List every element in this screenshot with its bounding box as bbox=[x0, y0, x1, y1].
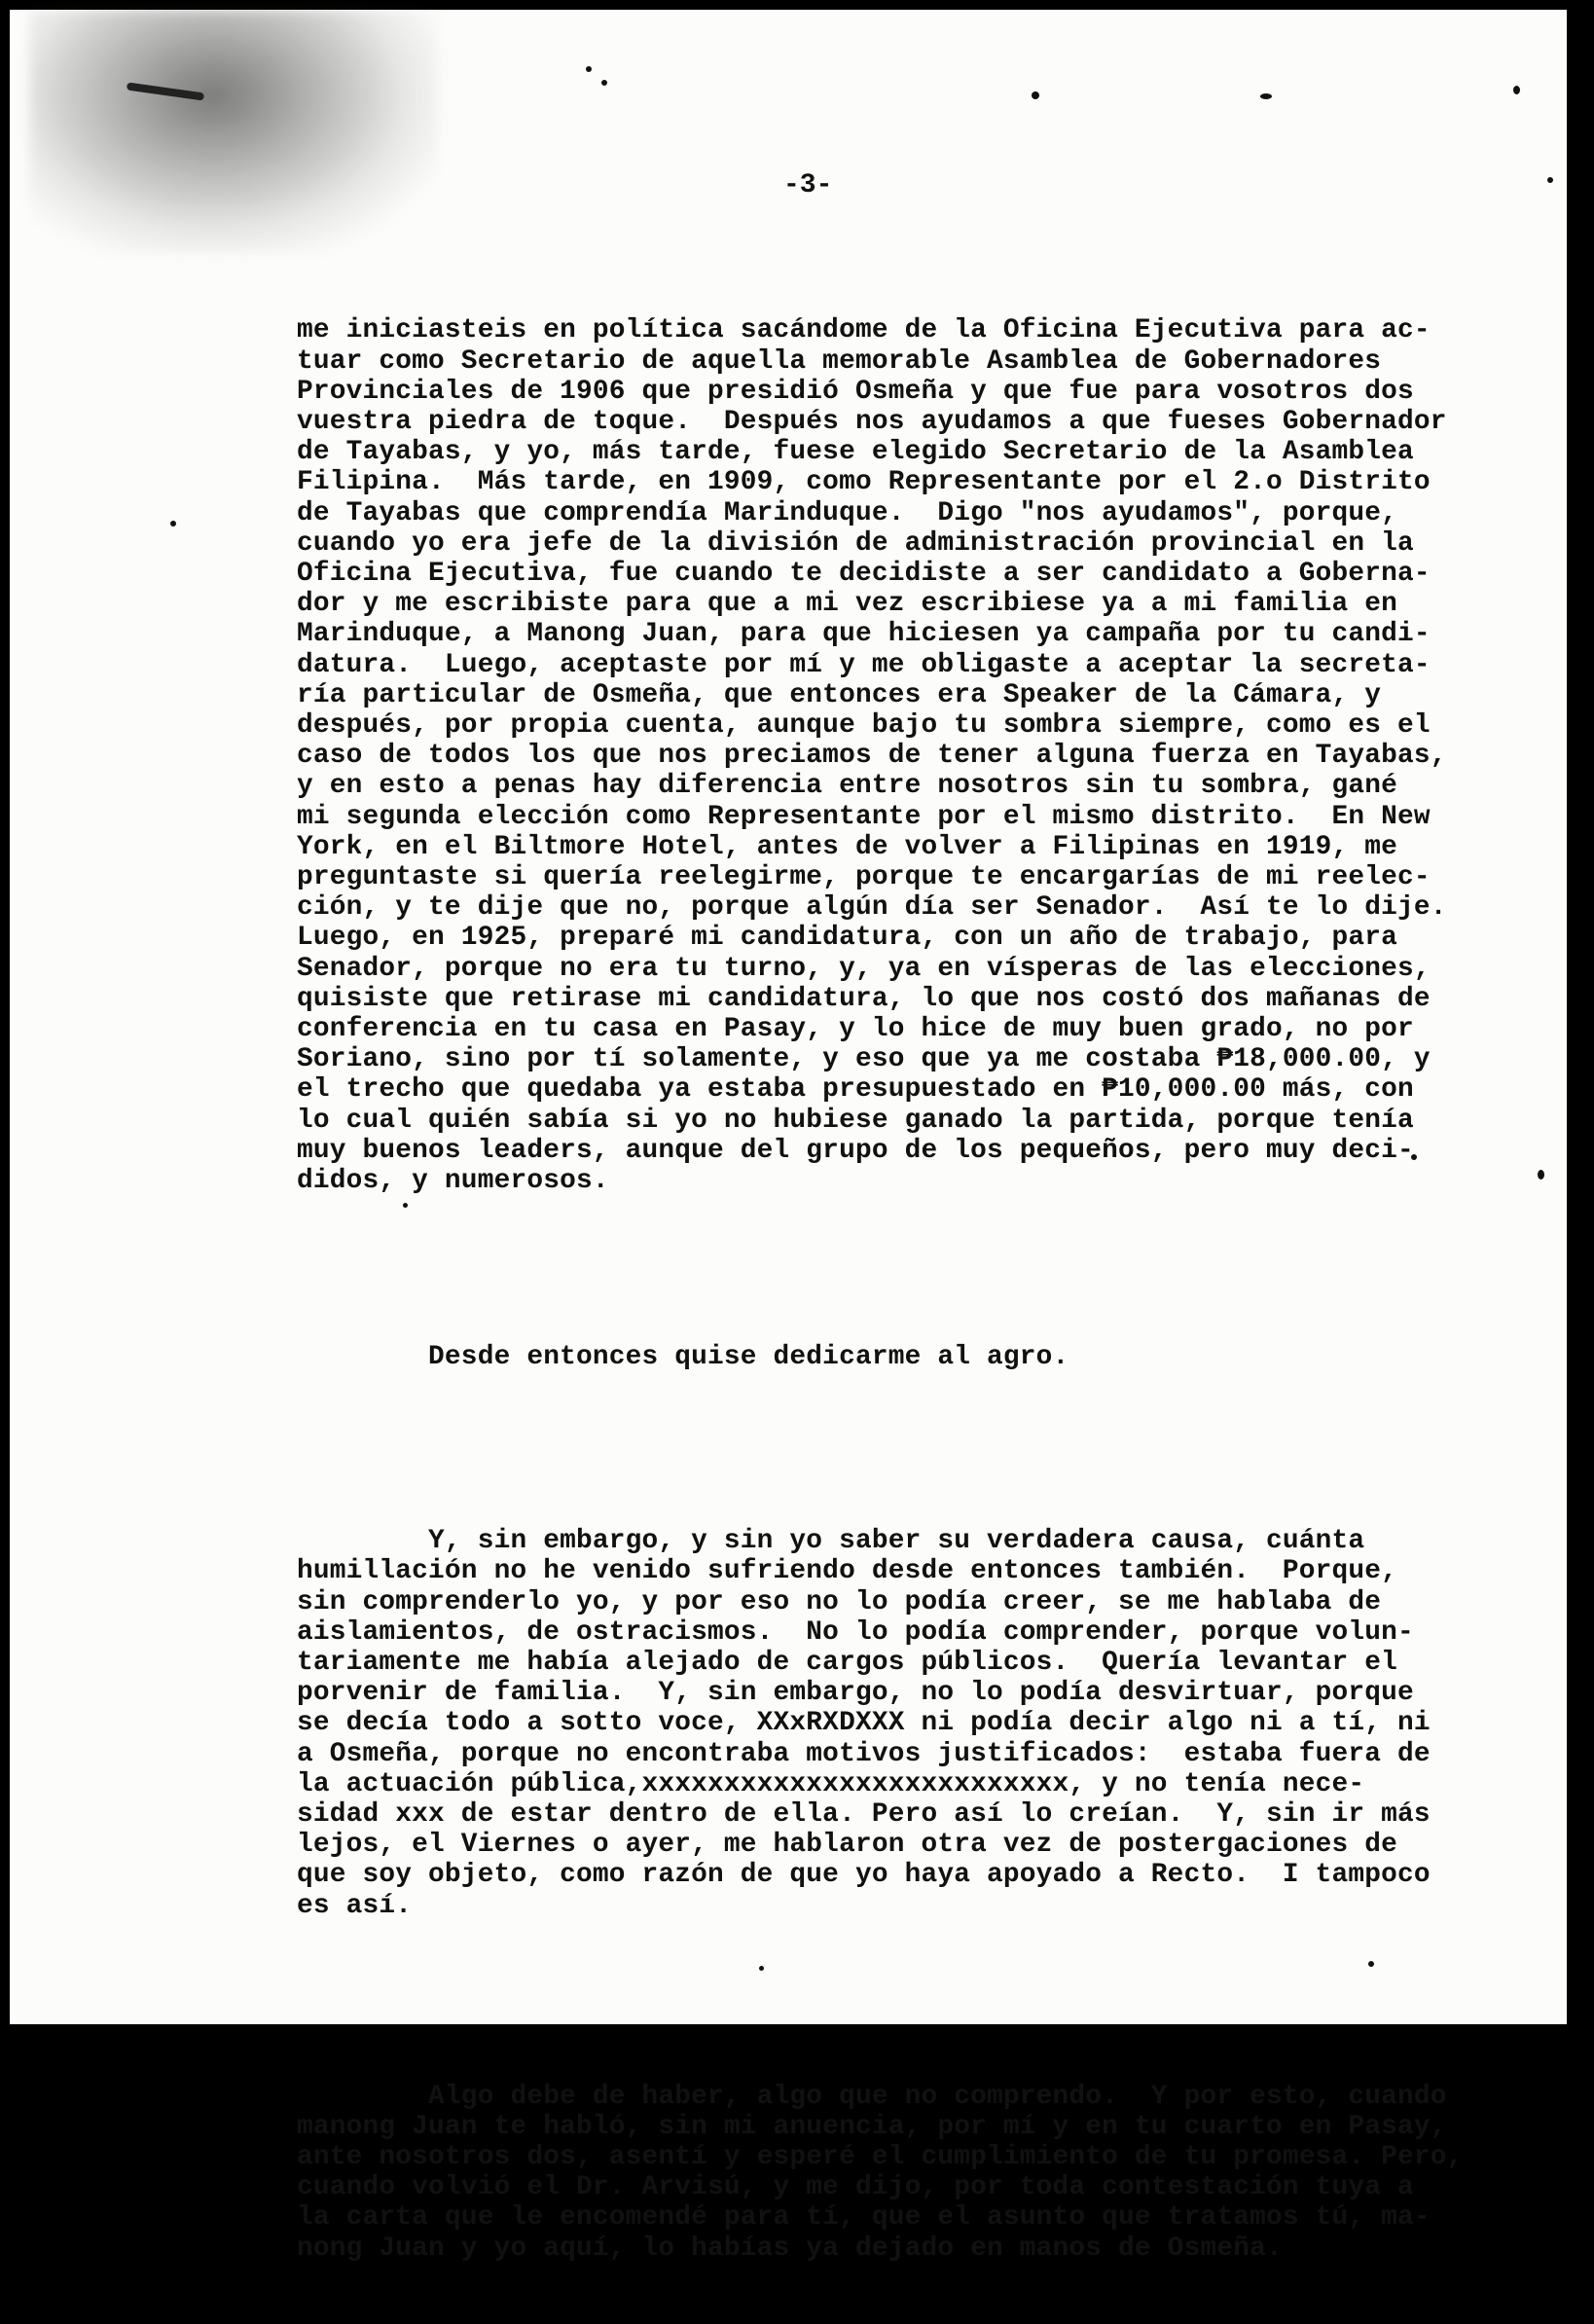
text-line: sin comprenderlo yo, y por eso no lo podía creer, se me hablaba de bbox=[297, 1586, 1382, 1617]
text-line: el trecho que quedaba ya estaba presupuestado en ₱10,000.00 más, con bbox=[297, 1074, 1414, 1106]
text-line: lo cual quién sabía si yo no hubiese ganado la partida, porque tenía bbox=[297, 1105, 1414, 1136]
scan-speck bbox=[1260, 93, 1272, 99]
paragraph-1 bbox=[297, 315, 1562, 1196]
text-line: tuar como Secretario de aquella memorable Asamblea de Gobernadores bbox=[297, 345, 1382, 377]
letter-body bbox=[297, 255, 1562, 2324]
text-line: es así. bbox=[297, 1890, 413, 1921]
text-line: cuando yo era jefe de la división de administración provincial en la bbox=[297, 527, 1414, 559]
text-line: la actuación pública,xxxxxxxxxxxxxxxxxxxxxxxxxx, y no tenía nece- bbox=[297, 1768, 1365, 1799]
scan-speck bbox=[170, 521, 176, 527]
ink-smudge bbox=[29, 10, 438, 253]
text-line: nong Juan y yo aquí, lo habías ya dejado en manos de Osmeña. bbox=[297, 2233, 1283, 2264]
text-line: Filipina. Más tarde, en 1909, como Representante por el 2.o Distrito bbox=[297, 467, 1431, 498]
text-line: tariamente me había alejado de cargos públicos. Quería levantar el bbox=[297, 1647, 1398, 1678]
text-line: lejos, el Viernes o ayer, me hablaron otra vez de postergaciones de bbox=[297, 1830, 1398, 1861]
text-line: la carta que le encomendé para tí, que el asunto que tratamos tú, ma- bbox=[297, 2202, 1431, 2233]
text-line: cuando volvió el Dr. Arvisú, y me dijo, por toda contestación tuya a bbox=[297, 2172, 1414, 2203]
text-line: de Tayabas que comprendía Marinduque. Digo "nos ayudamos", porque, bbox=[297, 497, 1398, 528]
text-line: Luego, en 1925, preparé mi candidatura, con un año de trabajo, para bbox=[297, 923, 1398, 954]
text-line: después, por propia cuenta, aunque bajo tu sombra siempre, como es el bbox=[297, 710, 1431, 742]
scan-speck bbox=[1513, 86, 1520, 94]
text-line: Algo debe de haber, algo que no comprendo. Y por esto, cuando bbox=[297, 2081, 1447, 2112]
text-line: Oficina Ejecutiva, fue cuando te decidiste a ser candidato a Goberna- bbox=[297, 559, 1431, 590]
text-line: Desde entonces quise dedicarme al agro. bbox=[297, 1342, 1069, 1373]
text-line: ría particular de Osmeña, que entonces era Speaker de la Cámara, y bbox=[297, 679, 1382, 710]
text-line: ante nosotros dos, asentí y esperé el cumplimiento de tu promesa. Pero, bbox=[297, 2141, 1464, 2172]
text-line: aislamientos, de ostracismos. No lo podía comprender, porque volun- bbox=[297, 1616, 1414, 1648]
text-line: que soy objeto, como razón de que yo haya apoyado a Recto. I tampoco bbox=[297, 1860, 1431, 1891]
text-line: muy buenos leaders, aunque del grupo de los pequeños, pero muy deci- bbox=[297, 1135, 1414, 1166]
page-number: -3- bbox=[783, 170, 833, 200]
text-line: York, en el Biltmore Hotel, antes de volver a Filipinas en 1919, me bbox=[297, 831, 1398, 862]
paragraph-2 bbox=[297, 1342, 1562, 1372]
text-line: Provinciales de 1906 que presidió Osmeña y que fue para vosotros dos bbox=[297, 376, 1414, 407]
text-line: Y, sin embargo, y sin yo saber su verdadera causa, cuánta bbox=[297, 1526, 1365, 1557]
scan-speck bbox=[601, 80, 607, 86]
text-line: vuestra piedra de toque. Después nos ayudamos a que fueses Gobernador bbox=[297, 407, 1447, 438]
text-line: Marinduque, a Manong Juan, para que hiciesen ya campaña por tu candi- bbox=[297, 619, 1431, 650]
text-line: datura. Luego, aceptaste por mí y me obligaste a aceptar la secreta- bbox=[297, 649, 1431, 680]
text-line: didos, y numerosos. bbox=[297, 1166, 609, 1197]
text-line: me iniciasteis en política sacándome de la Oficina Ejecutiva para ac- bbox=[297, 315, 1431, 346]
text-line: mi segunda elección como Representante por el mismo distrito. En New bbox=[297, 801, 1431, 832]
text-line: caso de todos los que nos preciamos de tener alguna fuerza en Tayabas, bbox=[297, 741, 1447, 772]
text-line: Soriano, sino por tí solamente, y eso que ya me costaba ₱18,000.00, y bbox=[297, 1044, 1431, 1075]
text-line: quisiste que retirase mi candidatura, lo que nos costó dos mañanas de bbox=[297, 983, 1431, 1014]
scan-speck bbox=[1032, 91, 1039, 99]
text-line: Senador, porque no era tu turno, y, ya en vísperas de las elecciones, bbox=[297, 953, 1431, 984]
text-line: sidad xxx de estar dentro de ella. Pero así lo creían. Y, sin ir más bbox=[297, 1798, 1431, 1830]
scan-speck bbox=[1547, 177, 1553, 183]
text-line: se decía todo a sotto voce, XXxRXDXXX ni podía decir algo ni a tí, ni bbox=[297, 1708, 1431, 1739]
typewritten-page bbox=[10, 10, 1567, 2264]
text-line: porvenir de familia. Y, sin embargo, no lo podía desvirtuar, porque bbox=[297, 1678, 1414, 1709]
text-line: preguntaste si quería reelegirme, porque te encargarías de mi reelec- bbox=[297, 862, 1431, 893]
text-line: ción, y te dije que no, porque algún día ser Senador. Así te lo dije. bbox=[297, 892, 1447, 924]
paragraph-4 bbox=[297, 2082, 1562, 2264]
text-line: humillación no he venido sufriendo desde entonces también. Porque, bbox=[297, 1556, 1398, 1587]
text-line: y en esto a penas hay diferencia entre nosotros sin tu sombra, gané bbox=[297, 771, 1398, 802]
text-line: de Tayabas, y yo, más tarde, fuese elegido Secretario de la Asamblea bbox=[297, 437, 1414, 468]
paragraph-3 bbox=[297, 1526, 1562, 1921]
text-line: dor y me escribiste para que a mi vez escribiese ya a mi familia en bbox=[297, 589, 1398, 620]
text-line: manong Juan te habló, sin mi anuencia, por mí y en tu cuarto en Pasay, bbox=[297, 2111, 1447, 2142]
scan-speck bbox=[586, 66, 592, 72]
text-line: conferencia en tu casa en Pasay, y lo hice de muy buen grado, no por bbox=[297, 1014, 1414, 1045]
text-line: a Osmeña, porque no encontraba motivos justificados: estaba fuera de bbox=[297, 1738, 1431, 1769]
